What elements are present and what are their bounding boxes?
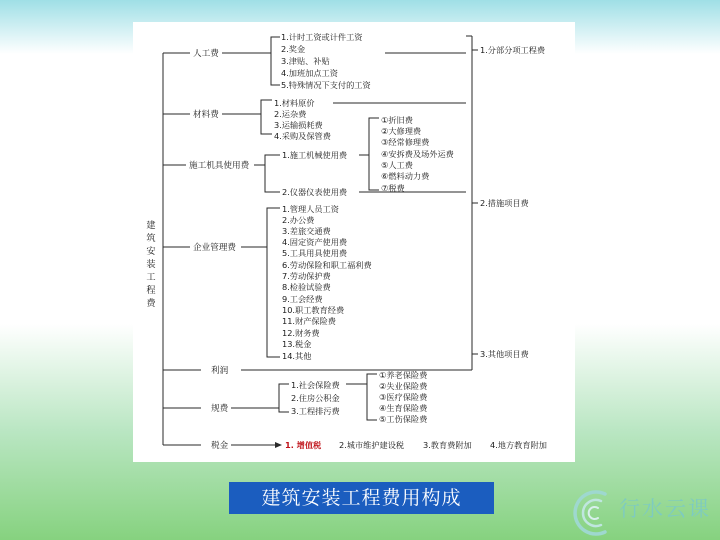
management-item: 12.财务费 (282, 328, 320, 338)
equipment-sub-item: ②大修理费 (381, 126, 422, 136)
labor-item: 3.津贴、补贴 (281, 56, 330, 66)
fee-sub-item: ④生育保险费 (379, 403, 428, 413)
equipment-item: 1.施工机械使用费 (282, 150, 348, 160)
management-item: 14.其他 (282, 351, 312, 361)
equipment-sub-item: ⑦税费 (381, 183, 405, 193)
root-label-char: 费 (146, 298, 156, 309)
labor-item: 4.加班加点工资 (281, 68, 338, 78)
root-label-char: 工 (146, 272, 156, 283)
fee-item: 1.社会保险费 (291, 380, 340, 390)
fee-sub-item: ①养老保险费 (379, 370, 428, 380)
svg-text:建筑安装工程费 (146, 219, 156, 309)
tax-item: 4.地方教育附加 (490, 440, 547, 450)
category-equipment: 施工机具使用费 (189, 161, 250, 171)
root-label-char: 安 (146, 246, 156, 257)
equipment-sub-item: ③经常修理费 (381, 137, 430, 147)
management-item: 2.办公费 (282, 215, 315, 225)
fee-item: 3.工程排污费 (291, 406, 340, 416)
management-item: 13.税金 (282, 339, 312, 349)
equipment-sub-item: ①折旧费 (381, 115, 413, 125)
management-item: 6.劳动保险和职工福利费 (282, 260, 372, 270)
target-item: 2.措施项目费 (480, 198, 529, 208)
tax-item: 2.城市维护建设税 (339, 440, 405, 450)
category-tax: 税金 (211, 441, 229, 451)
root-label-char: 装 (146, 259, 156, 270)
fee-sub-item: ③医疗保险费 (379, 392, 428, 402)
target-item: 3.其他项目费 (480, 349, 529, 359)
equipment-sub-item: ④安拆费及场外运费 (381, 149, 454, 159)
equipment-sub-item: ⑥燃料动力费 (381, 171, 430, 181)
diagram-panel (133, 22, 575, 462)
management-item: 3.差旅交通费 (282, 226, 331, 236)
logo-swirl-icon (575, 492, 605, 534)
cost-structure-diagram (133, 22, 575, 462)
caption-banner: 建筑安装工程费用构成 (229, 482, 494, 514)
category-labor: 人工费 (193, 49, 219, 59)
material-item: 3.运输损耗费 (274, 120, 323, 130)
target-item: 1.分部分项工程费 (480, 45, 546, 55)
material-item: 4.采购及保管费 (274, 131, 331, 141)
tax-item-vat: 1. 增值税 (285, 440, 322, 450)
material-item: 1.材料原价 (274, 98, 315, 108)
fee-item: 2.住房公积金 (291, 393, 340, 403)
management-item: 11.财产保险费 (282, 316, 336, 326)
category-profit: 利润 (211, 366, 229, 376)
equipment-sub-item: ⑤人工费 (381, 160, 413, 170)
root-label (146, 219, 156, 309)
management-item: 8.检验试验费 (282, 282, 331, 292)
labor-item: 5.特殊情况下支付的工资 (281, 80, 371, 90)
tax-item: 3.教育费附加 (423, 440, 472, 450)
management-item: 9.工会经费 (282, 294, 323, 304)
fee-sub-item: ⑤工伤保险费 (379, 414, 428, 424)
fee-sub-item: ②失业保险费 (379, 381, 428, 391)
logo-text: 行水云课 (619, 497, 711, 521)
equipment-item: 2.仪器仪表使用费 (282, 187, 348, 197)
management-item: 10.职工教育经费 (282, 305, 345, 315)
management-item: 1.管理人员工资 (282, 204, 339, 214)
root-label-char: 筑 (146, 233, 156, 244)
management-item: 5.工具用具使用费 (282, 248, 348, 258)
root-label-char: 程 (146, 285, 156, 296)
management-item: 4.固定资产使用费 (282, 237, 348, 247)
management-item: 7.劳动保护费 (282, 271, 331, 281)
labor-item: 1.计时工资或计件工资 (281, 32, 363, 42)
category-fees: 规费 (211, 404, 229, 414)
material-item: 2.运杂费 (274, 109, 307, 119)
root-label-char: 建 (146, 220, 156, 231)
labor-item: 2.奖金 (281, 44, 306, 54)
category-management: 企业管理费 (193, 243, 236, 253)
category-materials: 材料费 (193, 110, 219, 120)
